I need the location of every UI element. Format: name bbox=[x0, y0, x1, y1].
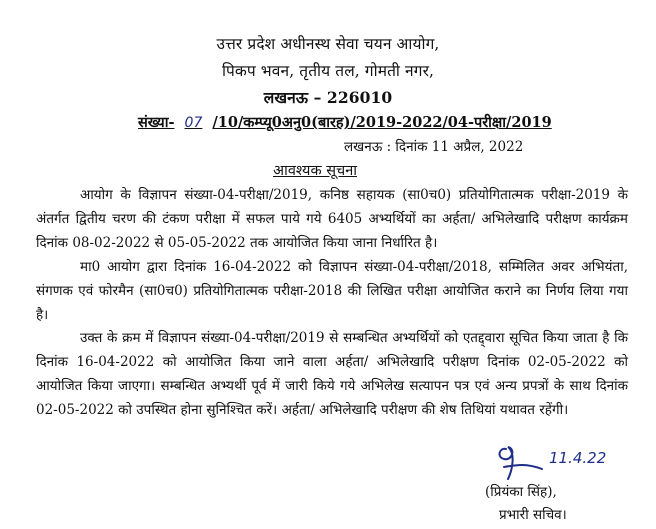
issue-date: लखनऊ : दिनांक 11 अप्रैल, 2022 bbox=[344, 139, 524, 155]
reference-code: /10/कम्प्यू0अनु0(बारह)/2019-2022/04-परीक्षा/2019 bbox=[212, 114, 552, 131]
paragraph-2-text: मा0 आयोग द्वारा दिनांक 16-04-2022 को विज्ञापन संख्या-04-परीक्षा/2018, सम्मिलित अवर अभियंता, संगणक एवं फोरमैन (सा0च0) प्रतियोगितात्मक परीक्षा-2018 की लिखित परीक्षा आयोजित कराने का निर्णय लिया गया है। bbox=[36, 259, 628, 323]
signature-date: 11.4.22 bbox=[549, 449, 607, 467]
signatory-designation: प्रभारी सचिव। bbox=[499, 507, 567, 523]
paragraph-3 bbox=[36, 326, 628, 422]
signatory-name: (प्रियंका सिंह), bbox=[485, 484, 557, 500]
paragraph-1 bbox=[36, 183, 628, 255]
org-address: पिकप भवन, तृतीय तल, गोमती नगर, bbox=[221, 62, 435, 80]
paragraph-1-text: आयोग के विज्ञापन संख्या-04-परीक्षा/2019, कनिष्ठ सहायक (सा0च0) प्रतियोगितात्मक परीक्षा-2019 के अंतर्गत द्वितीय चरण की टंकण परीक्षा में सफल पाये गये 6405 अभ्यर्थियों का अर्हता/ अभिलेखादि परीक्षण कार्यक्रम दिनांक 08-02-2022 से 05-05-2022 तक आयोजित किया जाना निर्धारित है। bbox=[36, 187, 628, 251]
org-city-pin: लखनऊ – 226010 bbox=[263, 88, 393, 107]
reference-number bbox=[138, 112, 552, 132]
paragraph-3-text: उक्त के क्रम में विज्ञापन संख्या-04-परीक्षा/2019 से सम्बन्धित अभ्यर्थियों को एतद्द्वारा सूचित किया जाता है कि दिनांक 16-04-2022 को आयोजित किया जाने वाला अर्हता/ अभिलेखादि परीक्षण दिनांक 02-05-2022 को आयोजित किया जाएगा। सम्बन्धित अभ्यर्थी पूर्व में जारी किये गये अभिलेख सत्यापन पत्र एवं अन्य प्रपत्रों के साथ दिनांक 02-05-2022 को उपस्थित होना सुनिश्चित करें। अर्हता/ अभिलेखादि परीक्षण की शेष तिथियां यथावत रहेंगी। bbox=[36, 330, 628, 418]
org-name: उत्तर प्रदेश अधीनस्थ सेवा चयन आयोग, bbox=[216, 35, 440, 53]
paragraph-2 bbox=[36, 255, 628, 327]
reference-label: संख्या- bbox=[138, 114, 175, 131]
handwritten-reference-no: 07 bbox=[184, 115, 203, 131]
notice-title: आवश्यक सूचना bbox=[273, 163, 358, 179]
